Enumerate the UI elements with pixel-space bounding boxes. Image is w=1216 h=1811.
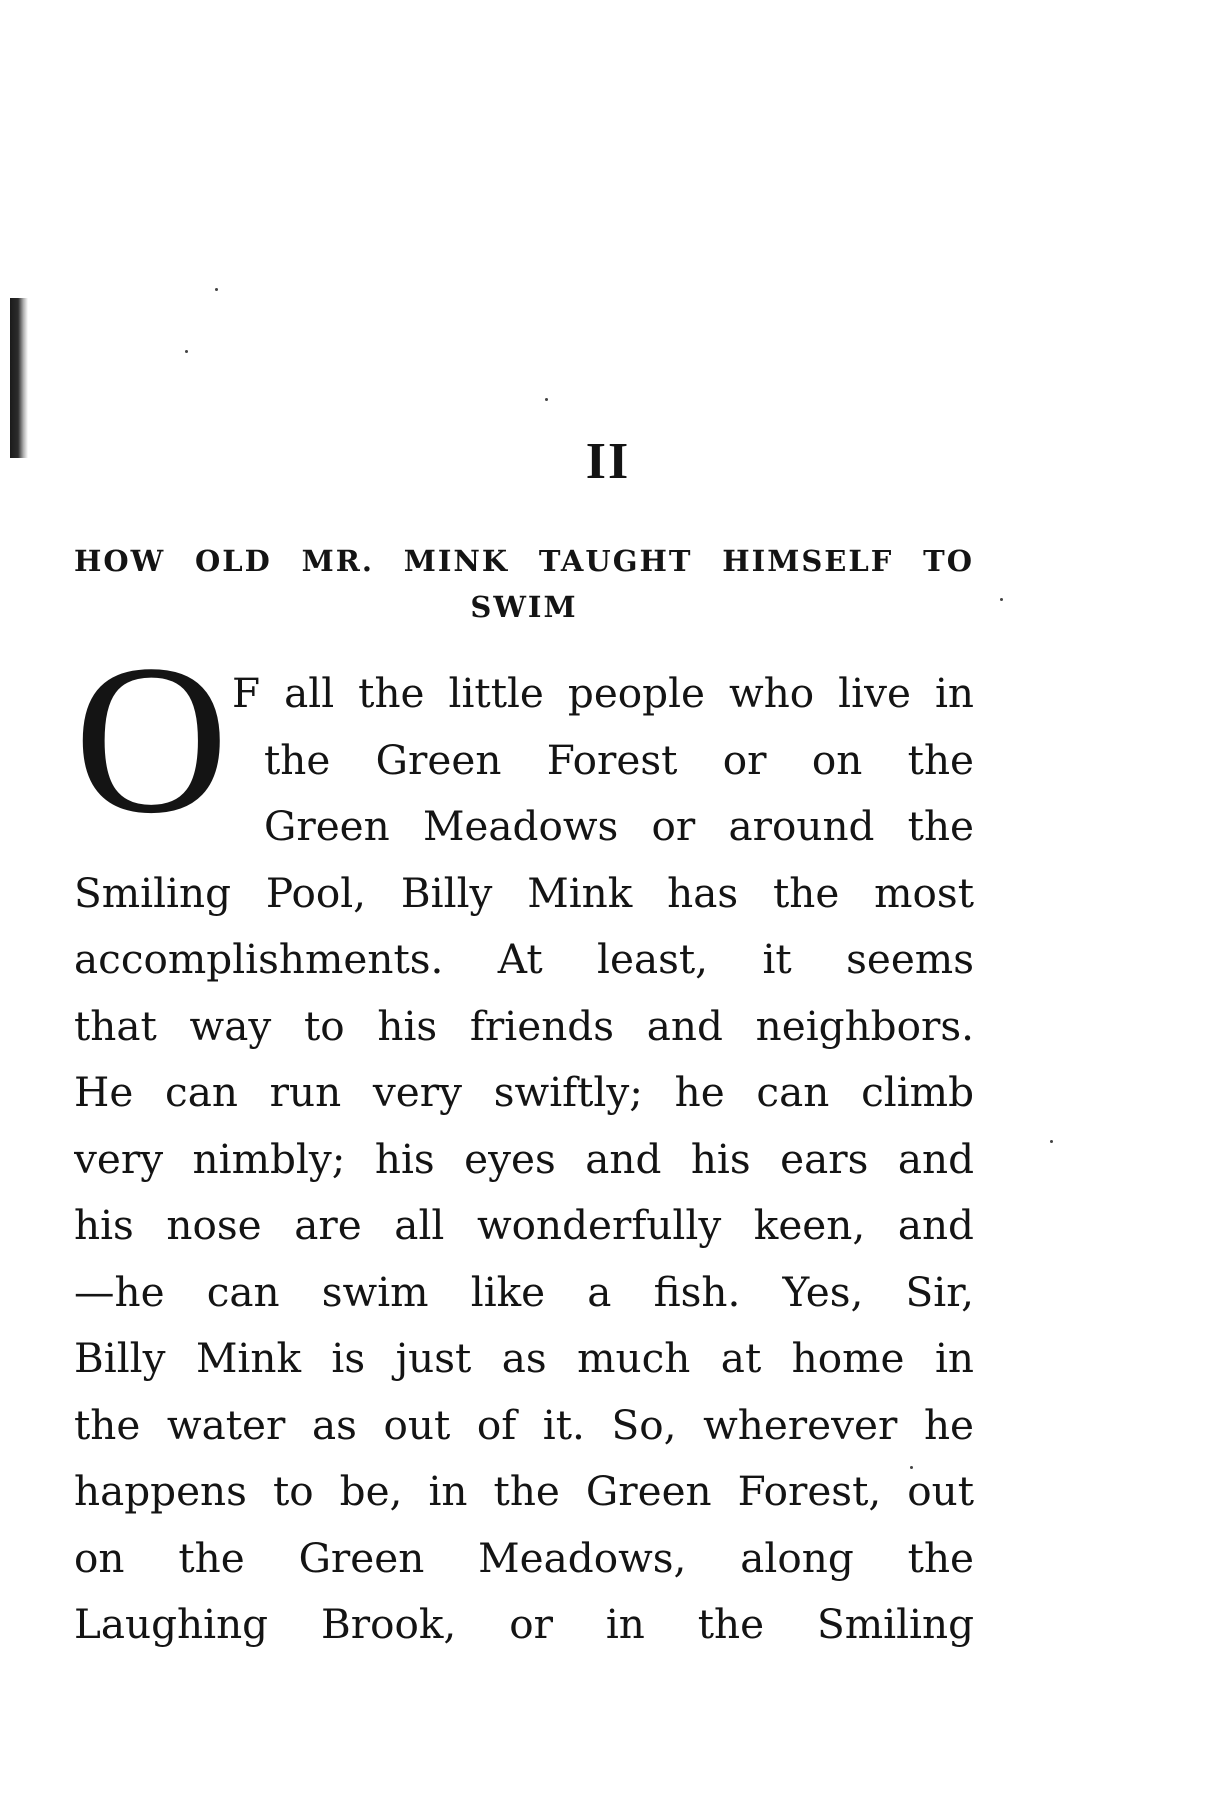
text-line: —he can swim like a fish. Yes, Sir, (74, 1267, 974, 1316)
text-line: accomplishments. At least, it seems (74, 935, 974, 983)
text-line: happens to be, in the Green Forest, out (74, 1467, 974, 1515)
text-line: his nose are all wonderfully keen, and (74, 1201, 974, 1249)
text-line: the water as out of it. So, wherever he (74, 1400, 974, 1449)
speck (545, 398, 548, 401)
speck (185, 350, 188, 353)
text-line: Laughing Brook, or in the Smiling (74, 1600, 974, 1648)
drop-cap: O (74, 621, 229, 858)
text-line: on the Green Meadows, along the (74, 1533, 974, 1582)
text-line: He can run very swiftly; he can climb (74, 1068, 974, 1116)
text-line: Smiling Pool, Billy Mink has the most (74, 868, 974, 917)
chapter-title-line-1: HOW OLD MR. MINK TAUGHT HIMSELF TO (74, 544, 974, 578)
chapter-title (74, 538, 974, 630)
text-line: F all the little people who live in (232, 669, 974, 717)
speck (215, 288, 218, 291)
chapter-title-line-2: SWIM (470, 590, 578, 624)
speck (1000, 598, 1003, 601)
text-line: the Green Forest or on the (264, 735, 974, 784)
chapter-number: II (585, 433, 631, 490)
text-line: that way to his friends and neighbors. (74, 1001, 974, 1050)
text-line: Green Meadows or around the (264, 802, 974, 850)
body-text (74, 660, 974, 1658)
speck (1050, 1140, 1053, 1143)
text-line: very nimbly; his eyes and his ears and (74, 1134, 974, 1183)
text-line: Billy Mink is just as much at home in (74, 1334, 974, 1382)
